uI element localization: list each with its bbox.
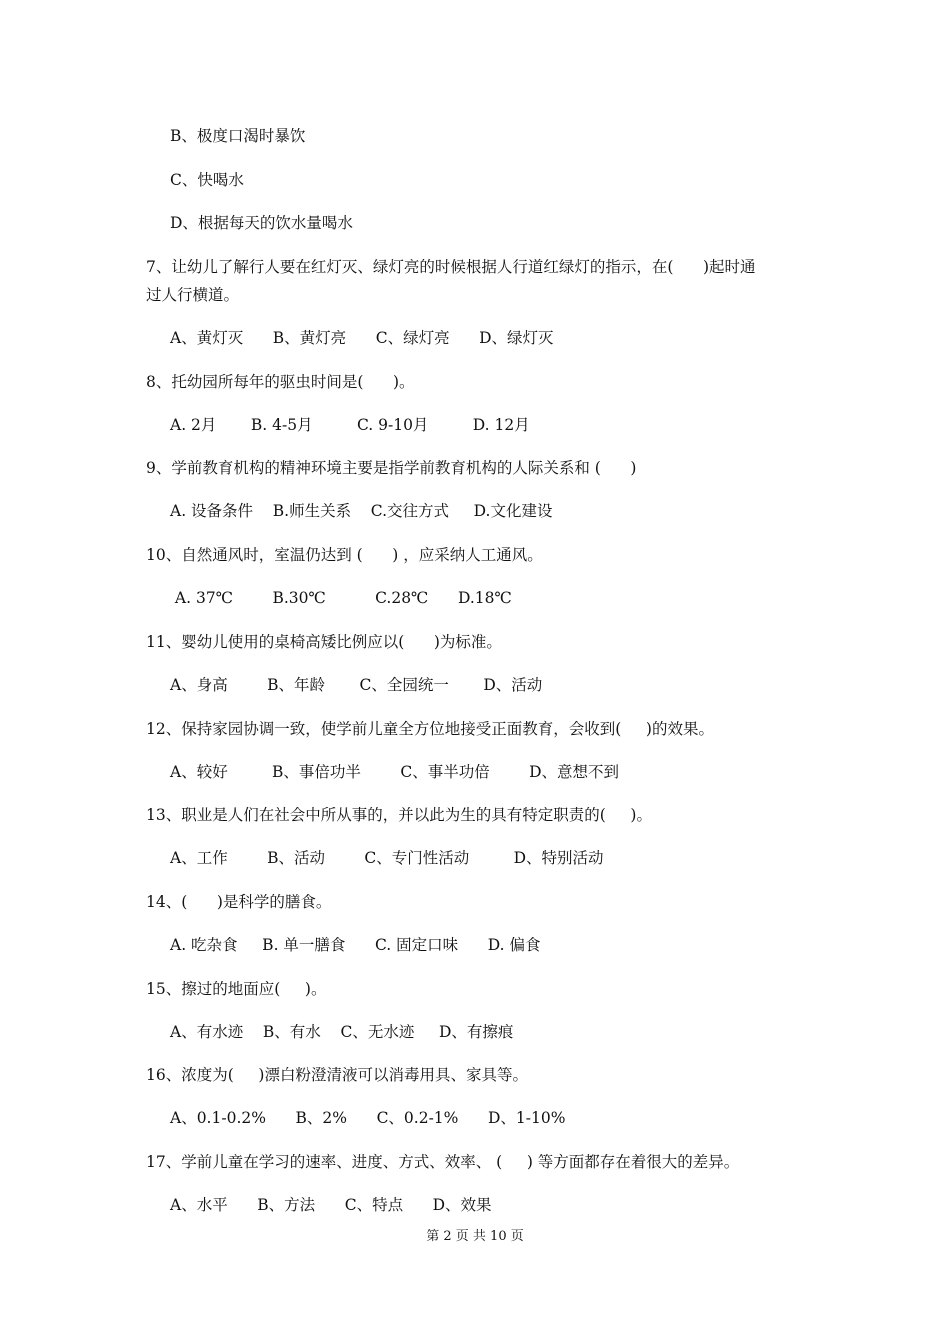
q10-text: 10、自然通风时，室温仍达到 ( ) ，应采纳人工通风。 <box>146 546 543 564</box>
q16-options: A、0.1-0.2% B、2% C、0.2-1% D、1-10% <box>170 1109 566 1127</box>
q12-options: A、较好 B、事倍功半 C、事半功倍 D、意想不到 <box>170 763 620 781</box>
q7-text-line1: 7、让幼儿了解行人要在红灯灭、绿灯亮的时候根据人行道红绿灯的指示，在( )起时通 <box>146 258 756 276</box>
q15-options: A、有水迹 B、有水 C、无水迹 D、有擦痕 <box>170 1023 514 1041</box>
q11-text: 11、婴幼儿使用的桌椅高矮比例应以( )为标准。 <box>146 633 502 651</box>
page-number-footer: 第 2 页 共 10 页 <box>426 1229 524 1244</box>
q15-text: 15、擦过的地面应( )。 <box>146 980 327 998</box>
q8-text: 8、托幼园所每年的驱虫时间是( )。 <box>146 373 415 391</box>
q14-options: A. 吃杂食 B. 单一膳食 C. 固定口味 D. 偏食 <box>170 936 541 954</box>
q10-options: A. 37℃ B.30℃ C.28℃ D.18℃ <box>170 589 512 607</box>
q8-options: A. 2月 B. 4-5月 C. 9-10月 D. 12月 <box>170 416 530 434</box>
q6-option-d: D、根据每天的饮水量喝水 <box>170 214 353 232</box>
q6-option-b: B、极度口渴时暴饮 <box>170 127 306 145</box>
q9-text: 9、学前教育机构的精神环境主要是指学前教育机构的人际关系和 ( ) <box>146 459 637 477</box>
q16-text: 16、浓度为( )漂白粉澄清液可以消毒用具、家具等。 <box>146 1066 528 1084</box>
q7-options: A、黄灯灭 B、黄灯亮 C、绿灯亮 D、绿灯灭 <box>170 329 554 347</box>
q13-text: 13、职业是人们在社会中所从事的，并以此为生的具有特定职责的( )。 <box>146 806 652 824</box>
q7-text-line2: 过人行横道。 <box>146 286 240 304</box>
q17-options: A、水平 B、方法 C、特点 D、效果 <box>170 1196 492 1214</box>
q6-option-c: C、快喝水 <box>170 171 244 189</box>
q14-text: 14、( )是科学的膳食。 <box>146 893 332 911</box>
q11-options: A、身高 B、年龄 C、全园统一 D、活动 <box>170 676 543 694</box>
q13-options: A、工作 B、活动 C、专门性活动 D、特别活动 <box>170 849 604 867</box>
q9-options: A. 设备条件 B.师生关系 C.交往方式 D.文化建设 <box>170 502 553 520</box>
q17-text: 17、学前儿童在学习的速率、进度、方式、效率、 ( ) 等方面都存在着很大的差异。 <box>146 1153 740 1171</box>
q12-text: 12、保持家园协调一致，使学前儿童全方位地接受正面教育，会收到( )的效果。 <box>146 720 714 738</box>
